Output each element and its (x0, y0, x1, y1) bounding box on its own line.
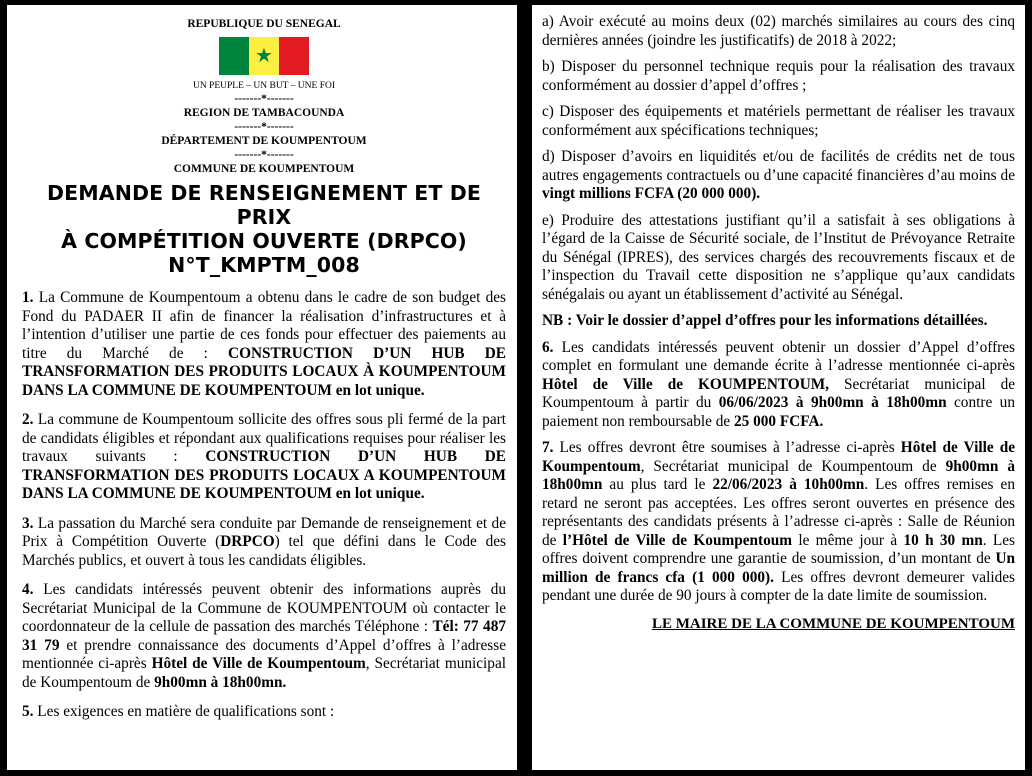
paragraph-2 (22, 411, 506, 504)
bold-text: CONSTRUCTION D’UN HUB DE TRANSFORMATION DES PRODUITS LOCAUX A KOUMPENTOUM DANS LA COMMUNE DE KOUMPENTOUM en lot unique. (22, 448, 506, 502)
text: , Secrétariat municipal de Koumpentoum de (22, 655, 506, 691)
title-reference: N°T_KMPTM_008 (168, 253, 360, 277)
paragraph-number: 7. (542, 439, 554, 456)
bold-text: CONSTRUCTION D’UN HUB DE TRANSFORMATION DES PRODUITS LOCAUX À KOUMPENTOUM DANS LA COMMUNE DE KOUMPENTOUM en lot unique. (22, 344, 506, 399)
requirement-b (542, 58, 1015, 95)
requirement-e (542, 212, 1015, 305)
text: . Les offres remises en retard ne seront pas acceptées. Les offres seront ouvertes en présence des représentants des candidats présents à l’adresse ci-après : Salle de Réunion de (542, 476, 1015, 549)
bold-text: Un million de francs cfa (1 000 000). (542, 550, 1015, 586)
text: Les offres devront demeurer valides pendant une durée de 90 jours à compter de la date limite de soumission. (542, 568, 1015, 604)
bold-text: 25 000 FCFA. (734, 412, 824, 430)
national-motto: UN PEUPLE – UN BUT – UNE FOI (192, 81, 336, 91)
text: La passation du Marché sera conduite par Demande de renseignement et de Prix à Compétition Ouverte ( (22, 514, 506, 550)
paragraph-4 (22, 581, 506, 692)
flag-green-band (219, 37, 249, 75)
text: . Les offres doivent comprendre une garantie de soumission, d’un montant de (542, 531, 1015, 567)
paragraph-5 (22, 703, 506, 722)
senegal-flag (219, 37, 309, 75)
bold-text: Hôtel de Ville de KOUMPENTOUM, (542, 375, 830, 393)
bold-text: 9h00mn à 18h00mn. (154, 673, 287, 691)
right-column (532, 5, 1025, 770)
star-icon: ★ (255, 43, 273, 67)
paragraph-7 (542, 439, 1015, 606)
text: La commune de Koumpentoum sollicite des offres sous pli fermé de la part de candidats éligibles et répondant aux qualifications requises pour réaliser les travaux suivants : (22, 411, 506, 465)
requirement-c (542, 103, 1015, 140)
text: ) tel que défini dans le Code des Marchés publics, et ouvert à tous les candidats éligibles. (22, 533, 506, 569)
mayor-signature: LE MAIRE DE LA COMMUNE DE KOUMPENTOUM (651, 615, 1015, 632)
region-heading: REGION DE TAMBACOUNDA (183, 107, 345, 119)
bold-text: Hôtel de Ville de Koumpentoum (151, 655, 366, 672)
text: le même jour à (792, 531, 904, 549)
paragraph-number: 3. (22, 514, 34, 532)
text: e) Produire des attestations justifiant qu’il a satisfait à ses obligations à l’égard de la Caisse de Sécurité sociale, de l’Institut de Prévoyance Retraite du Sénégal (IPRES), des services chargés des recouvrements fiscaux et de l’inspection du Travail cette disposition ne s’applique qu’aux candidats sénégalais ou ayant un établissement d’activité au Sénégal. (542, 211, 1015, 303)
paragraph-3 (22, 515, 506, 571)
text: , Secrétariat municipal de Koumpentoum de (640, 457, 946, 475)
text: contre un paiement non remboursable de (542, 394, 1015, 430)
bold-text: 06/06/2023 à 9h00mn à 18h00mn (718, 394, 947, 411)
paragraph-number: 5. (22, 703, 34, 720)
requirement-d (542, 148, 1015, 204)
left-column (7, 5, 517, 770)
text: Les candidats intéressés peuvent obtenir des informations auprès du Secrétariat Municipal de la Commune de KOUMPENTOUM où contacter le coordonnateur de la cellule de passation des marchés Téléphone : (22, 581, 506, 635)
paragraph-number: 6. (542, 338, 554, 356)
bold-text: vingt millions FCFA (20 000 000). (542, 185, 761, 202)
text: Les candidats intéressés peuvent obtenir un dossier d’Appel d’offres complet en formulant une demande écrite à l’adresse mentionnée ci-après (542, 338, 1015, 374)
bold-text: NB : Voir le dossier d’appel d’offres pour les informations détaillées. (542, 312, 988, 329)
commune-heading: COMMUNE DE KOUMPENTOUM (173, 163, 355, 175)
paragraph-number: 4. (22, 581, 34, 598)
bold-text: DRPCO (220, 533, 275, 550)
department-heading: DÉPARTEMENT DE KOUMPENTOUM (161, 135, 367, 147)
separator: -------*------- (234, 93, 294, 105)
bold-text: 22/06/2023 à 10h00mn (712, 476, 865, 493)
text: c) Disposer des équipements et matériels permettant de réaliser les travaux conformément aux spécifications techniques; (542, 103, 1015, 139)
paragraph-number: 2. (22, 411, 34, 428)
flag-yellow-band (249, 37, 279, 75)
flag-red-band (279, 37, 309, 75)
title-line: À COMPÉTITION OUVERTE (DRPCO) (61, 229, 467, 253)
text: et prendre connaissance des documents d’Appel d’offres à l’adresse mentionnée ci-après (22, 636, 506, 672)
separator: -------*------- (234, 121, 294, 133)
paragraph-number: 1. (22, 289, 34, 306)
title-line: DEMANDE DE RENSEIGNEMENT ET DE PRIX (47, 181, 481, 229)
text: Secrétariat municipal de Koumpentoum à partir du (542, 375, 1016, 411)
bold-text: 9h00mn à 18h00mn (542, 457, 1015, 493)
republic-heading: REPUBLIQUE DU SENEGAL (187, 18, 341, 30)
bold-text: l’Hôtel de Ville de Koumpentoum (562, 531, 792, 549)
nb-note (542, 312, 1015, 331)
bold-text: Hôtel de Ville de Koumpentoum (542, 439, 1015, 475)
bold-text: 10 h 30 mn (903, 531, 983, 549)
notice-title (22, 181, 506, 277)
separator: -------*------- (234, 149, 294, 161)
text: d) Disposer d’avoirs en liquidités et/ou de facilités de crédits net de tous autres engagements contractuels ou d’une capacité financières d’au moins de (542, 148, 1015, 184)
text: Les exigences en matière de qualifications sont : (33, 703, 335, 720)
requirement-a (542, 13, 1015, 50)
text: a) Avoir exécuté au moins deux (02) marchés similaires au cours des cinq dernières années (joindre les justificatifs) de 2018 à 2022; (542, 13, 1015, 49)
text: au plus tard le (602, 476, 713, 493)
paragraph-6 (542, 339, 1015, 432)
paragraph-1 (22, 289, 506, 400)
phone-number: Tél: 77 487 31 79 (22, 618, 506, 654)
text: Les offres devront être soumises à l’adresse ci-après (553, 439, 901, 456)
text: La Commune de Koumpentoum a obtenu dans le cadre de son budget des Fond du PADAER II afin de financer la réalisation d’infrastructures et à l’intention d’utiliser une partie de ces fonds pour effectuer des paiements au titre du Marché de : (22, 289, 506, 362)
text: b) Disposer du personnel technique requis pour la réalisation des travaux conformément au dossier d’appel d’offres ; (542, 58, 1015, 94)
